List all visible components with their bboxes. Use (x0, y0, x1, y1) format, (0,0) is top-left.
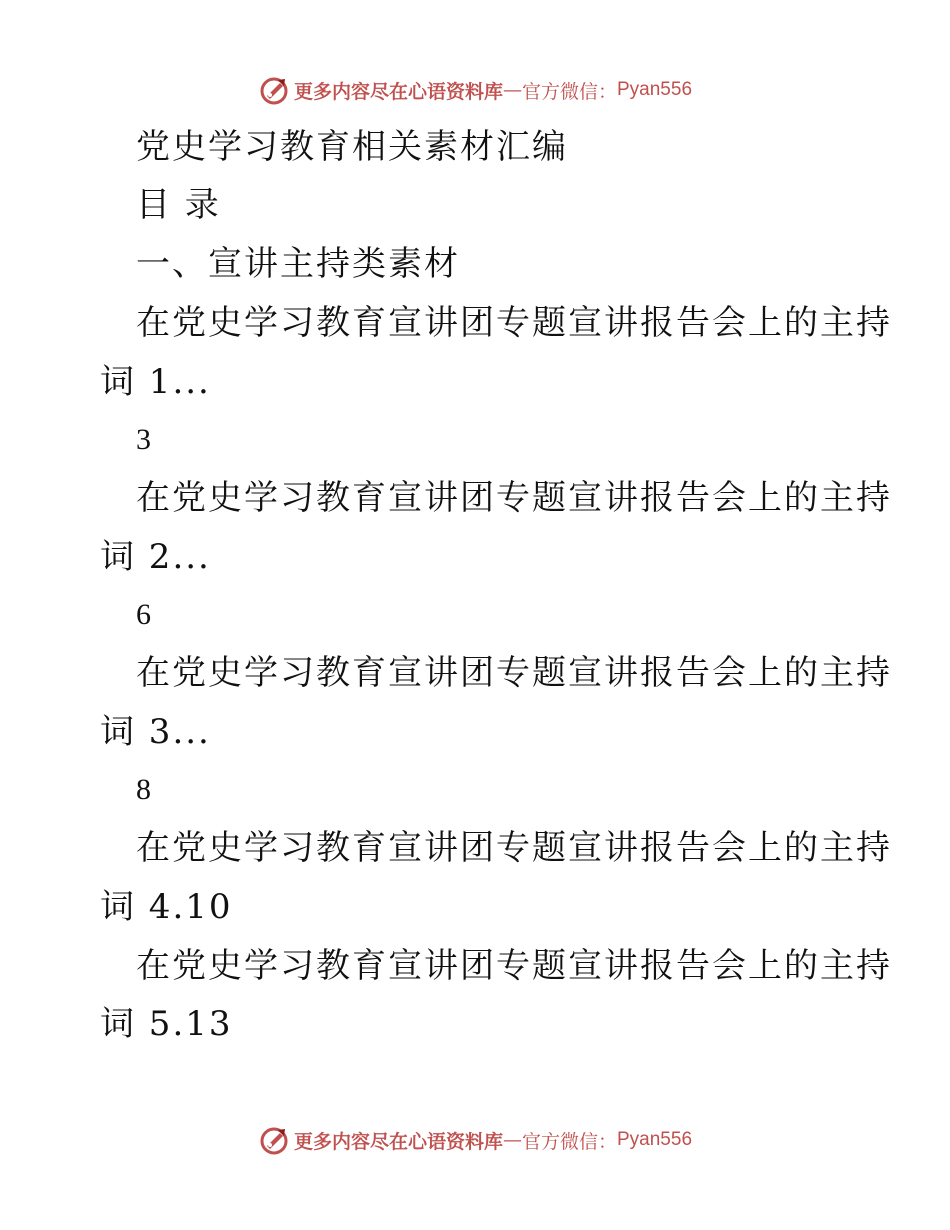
brand-logo-icon (258, 74, 290, 106)
toc-entry-line: 在党史学习教育宣讲团专题宣讲报告会上的主持 (136, 478, 892, 518)
footer-brand-text: 更多内容尽在心语资料库 (293, 1130, 503, 1153)
toc-entry-page: 6 (136, 598, 151, 631)
toc-entry-line: 在党史学习教育宣讲团专题宣讲报告会上的主持 (136, 828, 892, 868)
toc-entry-page: 8 (136, 773, 151, 806)
toc-entry-label: 词 2... (100, 537, 211, 577)
toc-entry-line: 在党史学习教育宣讲团专题宣讲报告会上的主持 (136, 303, 892, 343)
footer-dash: — (502, 1129, 522, 1151)
header-banner (0, 70, 950, 110)
footer-wechat-label: 官方微信： (521, 1130, 617, 1153)
toc-heading: 目 录 (136, 185, 221, 225)
toc-entry-label: 词 1... (100, 362, 211, 402)
toc-entry-label: 词 5.13 (100, 1004, 233, 1044)
toc-entry-page: 3 (136, 423, 151, 456)
toc-entry-cont (100, 887, 233, 927)
footer-wechat-id: Pyan556 (617, 1129, 693, 1150)
brand-logo-icon (258, 1124, 290, 1156)
document-title: 党史学习教育相关素材汇编 (136, 127, 568, 167)
toc-entry-line: 在党史学习教育宣讲团专题宣讲报告会上的主持 (136, 653, 892, 693)
toc-entry-cont (100, 362, 211, 402)
header-dash: — (502, 79, 522, 101)
header-wechat-label: 官方微信： (521, 80, 617, 103)
section-heading: 一、宣讲主持类素材 (136, 244, 460, 284)
toc-entry-label: 词 4.10 (100, 887, 233, 927)
toc-entry-label: 词 3... (100, 712, 211, 752)
footer-banner (0, 1120, 950, 1160)
toc-entry-line: 在党史学习教育宣讲团专题宣讲报告会上的主持 (136, 946, 892, 986)
toc-entry-cont (100, 1004, 233, 1044)
toc-entry-cont (100, 537, 211, 577)
toc-entry-cont (100, 712, 211, 752)
header-brand-text: 更多内容尽在心语资料库 (293, 80, 503, 103)
header-wechat-id: Pyan556 (617, 79, 693, 100)
